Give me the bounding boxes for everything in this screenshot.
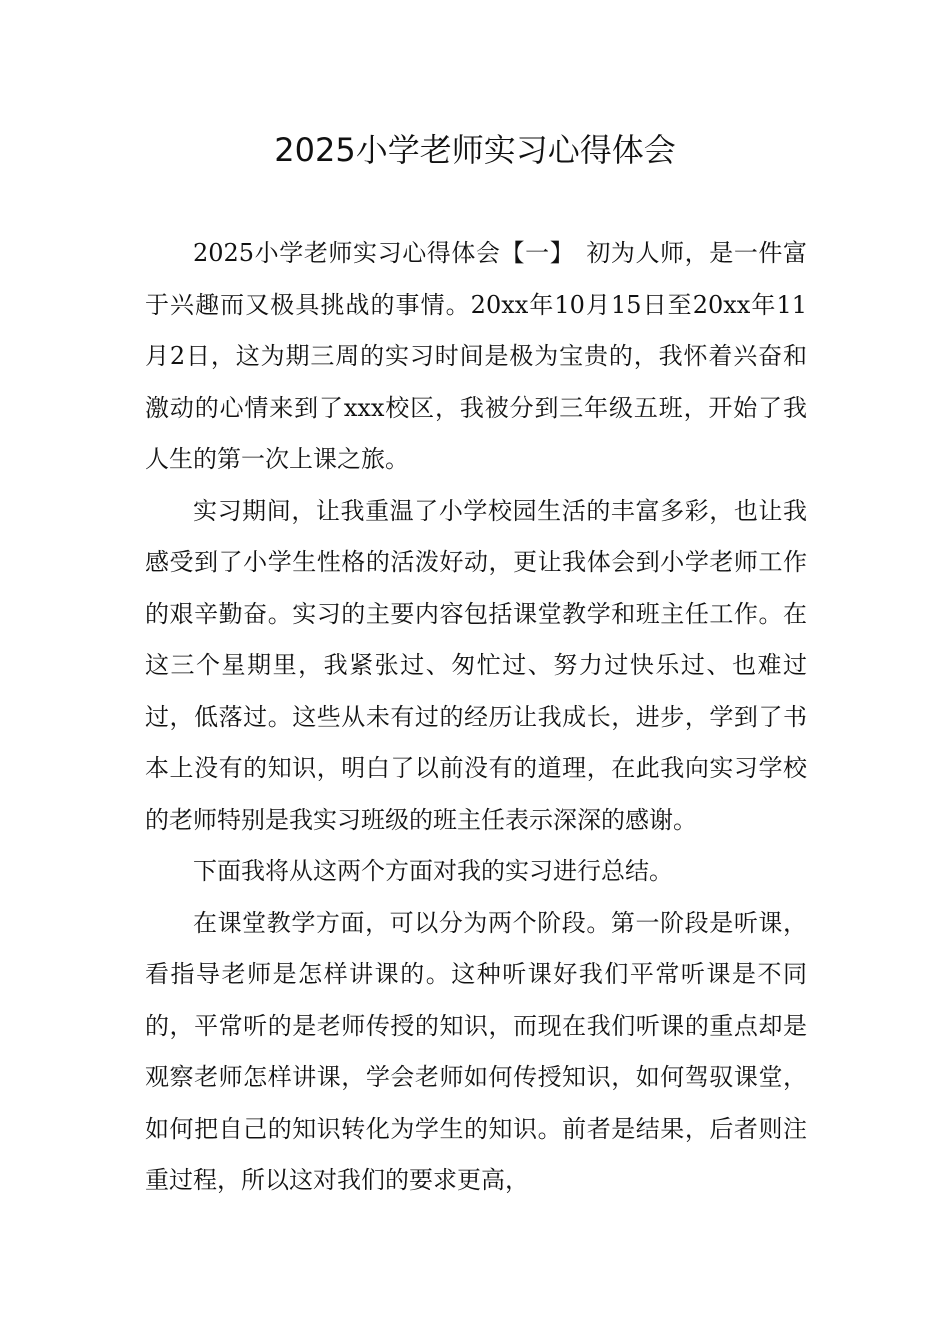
paragraph-1 bbox=[145, 228, 807, 486]
paragraph-4: 在课堂教学方面，可以分为两个阶段。第一阶段是听课，看指导老师是怎样讲课的。这种听课好我们平常听课是不同的，平常听的是老师传授的知识，而现在我们听课的重点却是观察老师怎样讲课，学会老师如何传授知识，如何驾驭课堂，如何把自己的知识转化为学生的知识。前者是结果，后者则注重过程，所以这对我们的要求更高， bbox=[145, 908, 807, 1194]
paragraph-1-text: 初为人师，是一件富于兴趣而又极具挑战的事情。20xx年10月15日至20xx年11月2日，这为期三周的实习时间是极为宝贵的，我怀着兴奋和激动的心情来到了xxx校区，我被分到三年级五班，开始了我人生的第一次上课之旅。 bbox=[145, 239, 808, 473]
section-heading: 2025小学老师实习心得体会【一】 bbox=[193, 239, 575, 267]
paragraph-2: 实习期间，让我重温了小学校园生活的丰富多彩，也让我感受到了小学生性格的活泼好动，更让我体会到小学老师工作的艰辛勤奋。实习的主要内容包括课堂教学和班主任工作。在这三个星期里，我紧张过、匆忙过、努力过快乐过、也难过过，低落过。这些从未有过的经历让我成长，进步，学到了书本上没有的知识，明白了以前没有的道理，在此我向实习学校的老师特别是我实习班级的班主任表示深深的感谢。 bbox=[145, 496, 807, 834]
paragraph-3: 下面我将从这两个方面对我的实习进行总结。 bbox=[193, 857, 673, 885]
document-title: 2025小学老师实习心得体会 bbox=[274, 131, 676, 169]
document-body bbox=[145, 228, 807, 1207]
